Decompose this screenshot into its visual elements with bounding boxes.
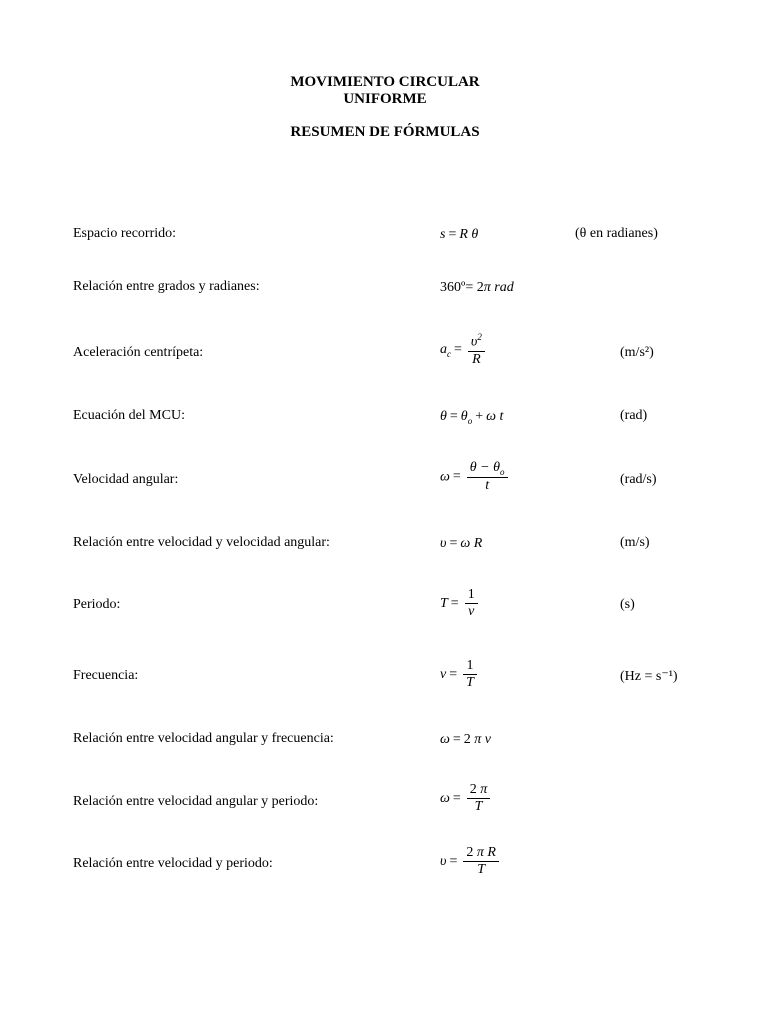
row-label-velocidad-angular: Velocidad angular: xyxy=(73,472,179,487)
row-label-periodo: Periodo: xyxy=(73,597,121,612)
document-title-line1: MOVIMIENTO CIRCULAR xyxy=(290,74,480,90)
formula-periodo: T = $\frac{1}{\nu}$ xyxy=(440,587,478,620)
row-label-grados-radianes: Relación entre grados y radianes: xyxy=(73,279,260,294)
row-label-velocidad-vel-angular: Relación entre velocidad y velocidad angular: xyxy=(73,535,330,550)
row-label-espacio: Espacio recorrido: xyxy=(73,226,177,241)
row-label-ecuacion-mcu: Ecuación del MCU: xyxy=(73,408,185,423)
formula-vel-angular-frecuencia: ω = 2 π ν xyxy=(440,732,492,747)
row-label-frecuencia: Frecuencia: xyxy=(73,668,139,683)
formula-velocidad-periodo: υ = $\frac{\text{2 π R}}{T}$ xyxy=(440,845,499,878)
unit-aceleracion: (m/s²) xyxy=(620,345,654,360)
formula-ecuacion-mcu: $\theta = \theta_o + \omega$ t xyxy=(440,409,504,426)
formula-velocidad-angular: ω = $\frac{\theta - \theta_o}{t}$ xyxy=(440,460,508,494)
formula-velocidad-vel-angular: υ = ω R xyxy=(440,536,483,551)
formula-espacio: s = R θ xyxy=(440,227,479,242)
row-label-aceleracion: Aceleración centrípeta: xyxy=(73,345,204,360)
row-label-vel-angular-periodo: Relación entre velocidad angular y periodo: xyxy=(73,794,319,809)
unit-periodo: (s) xyxy=(620,597,635,612)
formula-aceleracion: $a_c$ = $\frac{\upsilon^2}{R}$ xyxy=(440,332,485,368)
row-label-velocidad-periodo: Relación entre velocidad y periodo: xyxy=(73,856,273,871)
formula-vel-angular-periodo: ω = $\frac{2 \pi}{T}$ xyxy=(440,782,490,815)
document-title-line2: UNIFORME xyxy=(343,91,427,107)
unit-velocidad-vel-angular: (m/s) xyxy=(620,535,650,550)
unit-espacio: (θ en radianes) xyxy=(575,226,658,241)
row-label-vel-angular-frecuencia: Relación entre velocidad angular y frecuencia: xyxy=(73,731,334,746)
formula-grados-radianes: 360º= 2π rad xyxy=(440,280,514,295)
unit-velocidad-angular: (rad/s) xyxy=(620,472,657,487)
document-subtitle: RESUMEN DE FÓRMULAS xyxy=(290,124,480,140)
formula-frecuencia: ν = $\frac{1}{T}$ xyxy=(440,658,477,691)
unit-ecuacion-mcu: (rad) xyxy=(620,408,648,423)
unit-frecuencia: (Hz = s⁻¹) xyxy=(620,669,678,684)
